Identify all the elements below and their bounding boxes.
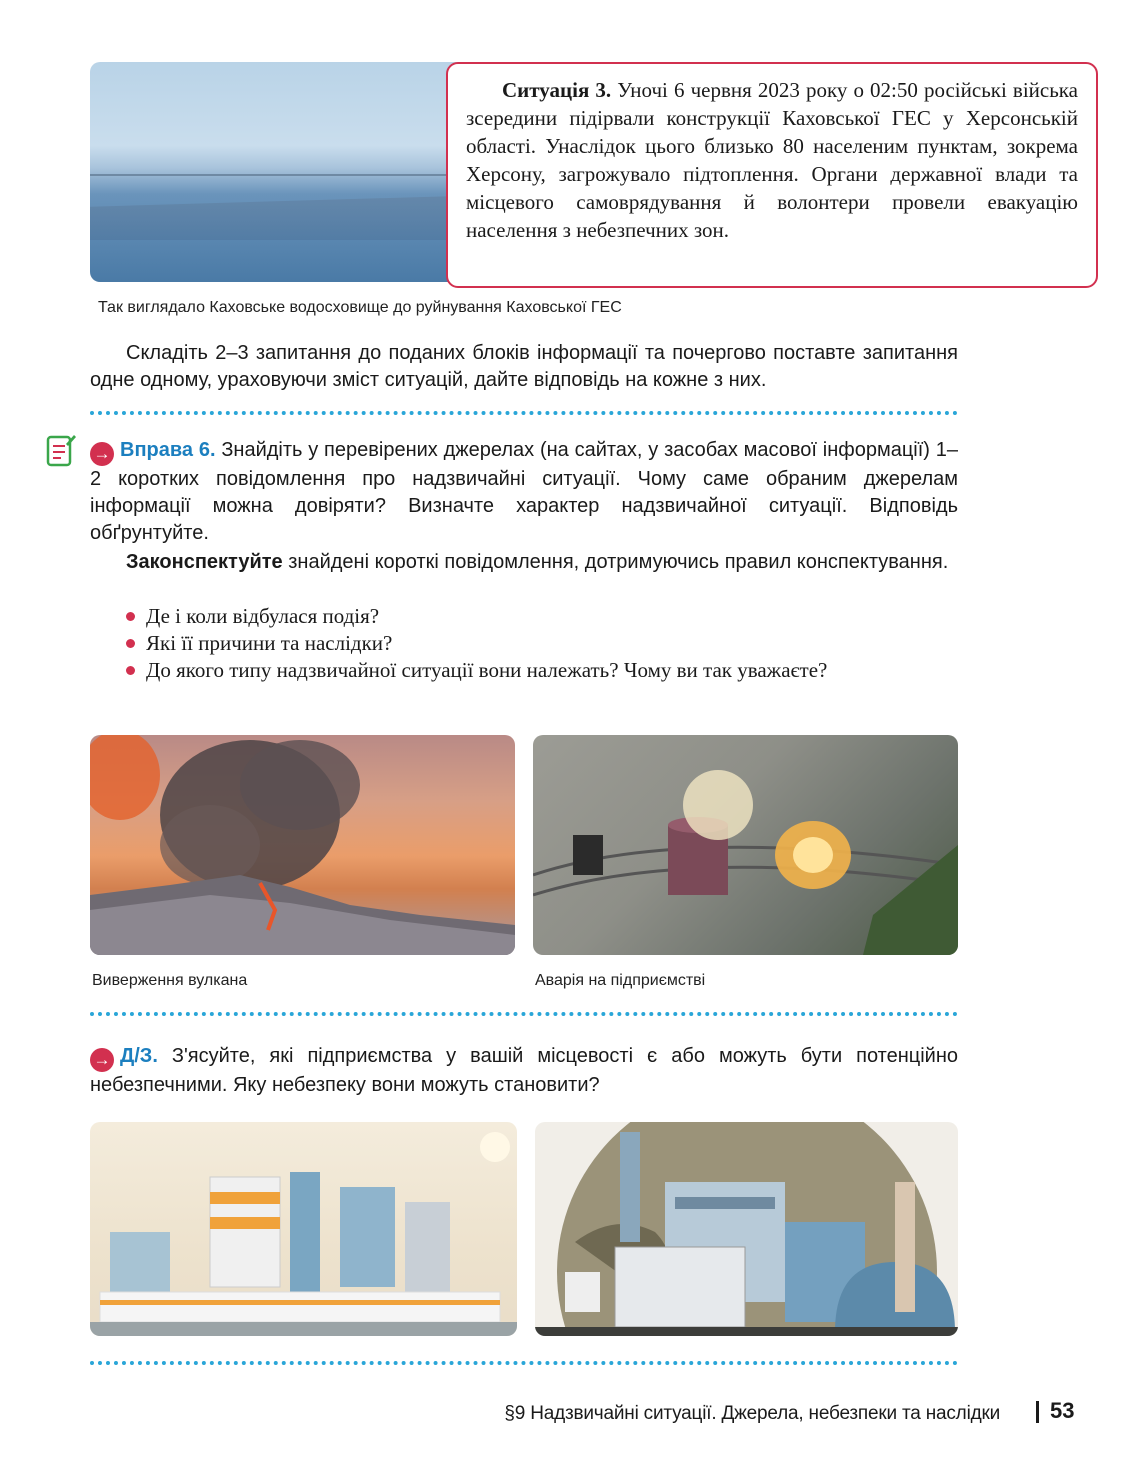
question-list — [124, 603, 958, 684]
exercise-text: Знайдіть у перевірених джерелах (на сайтах, у засобах масової інформації) 1–2 коротких повідомлення про надзвичайні ситуації. Чому саме обраним джерелам інформації можна довіряти? Визначте характер надзвичайної ситуації. Відповідь обґрунтуйте. — [90, 439, 958, 544]
task-questions: Складіть 2–3 запитання до поданих блоків інформації та почергово поставте запитання одне одному, ураховуючи зміст ситуацій, дайте відповідь на кожне з них. — [90, 342, 958, 391]
summary-paragraph — [90, 549, 958, 576]
list-item: До якого типу надзвичайної ситуації вони належать? Чому ви так уважаєте? — [124, 657, 958, 684]
summary-text: знайдені короткі повідомлення, дотримуючись правил конспектування. — [282, 551, 949, 573]
page-number: 53 — [1050, 1398, 1075, 1423]
reservoir-caption: Так виглядало Каховське водосховище до руйнування Каховської ГЕС — [98, 299, 622, 316]
footer-separator — [1036, 1401, 1039, 1423]
situation-label: Ситуація 3. — [502, 78, 612, 102]
arrow-right-icon: → — [90, 1048, 114, 1072]
homework-label: Д/З. — [120, 1045, 158, 1067]
list-item: Де і коли відбулася подія? — [124, 603, 958, 630]
accident-caption: Аварія на підприємстві — [535, 972, 706, 989]
reservoir-photo — [90, 62, 470, 282]
footer-section-title: §9 Надзвичайні ситуації. Джерела, небезпеки та наслідки — [504, 1403, 1000, 1424]
volcano-caption: Виверження вулкана — [92, 972, 248, 989]
dotted-divider — [90, 411, 958, 415]
situation-text: Уночі 6 червня 2023 року о 02:50 російські війська зсередини підірвали конструкції Каховської ГЕС у Херсонській області. Унаслідок цього близько 80 населеним пунктам, зокрема Херсону, загрожувало підтоплення. Органи державної влади та місцевого самоврядування й волонтери провели евакуацію населення з небезпечних зон. — [466, 78, 1078, 242]
situation-box — [446, 62, 1098, 288]
industry-illustration-1 — [90, 1122, 517, 1336]
arrow-right-icon: → — [90, 442, 114, 466]
factory-accident-photo — [533, 735, 958, 955]
notebook-pencil-icon — [46, 432, 76, 468]
exercise-block — [90, 437, 958, 547]
bullet-dot — [126, 612, 135, 621]
bullet-dot — [126, 639, 135, 648]
homework-block — [90, 1043, 958, 1099]
summary-bold: Законспектуйте — [126, 551, 283, 573]
dotted-divider — [90, 1012, 958, 1016]
industry-illustration-2 — [535, 1122, 958, 1336]
volcano-photo — [90, 735, 515, 955]
dotted-divider — [90, 1361, 958, 1365]
bullet-dot — [126, 666, 135, 675]
list-item: Які її причини та наслідки? — [124, 630, 958, 657]
homework-text: З'ясуйте, які підприємства у вашій місцевості є або можуть бути потенційно небезпечними. Яку небезпеку вони можуть становити? — [90, 1045, 958, 1096]
exercise-label: Вправа 6. — [120, 439, 216, 461]
